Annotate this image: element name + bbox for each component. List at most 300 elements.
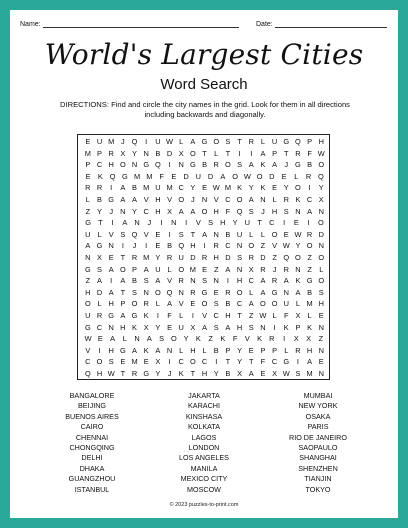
grid-letter[interactable]: H	[236, 276, 243, 286]
grid-letter[interactable]: R	[201, 253, 208, 262]
grid-letter[interactable]: E	[248, 345, 254, 355]
grid-letter[interactable]: D	[190, 253, 196, 262]
grid-letter[interactable]: A	[122, 218, 128, 228]
grid-letter[interactable]: U	[178, 253, 184, 262]
grid-letter[interactable]: O	[271, 299, 278, 309]
grid-letter[interactable]: R	[283, 195, 289, 204]
grid-letter[interactable]: H	[306, 345, 313, 355]
grid-letter[interactable]: Z	[208, 334, 213, 344]
grid-letter[interactable]: I	[250, 148, 253, 158]
grid-letter[interactable]: K	[195, 334, 201, 344]
grid-letter[interactable]: R	[260, 264, 266, 274]
grid-letter[interactable]: M	[306, 299, 313, 309]
grid-letter[interactable]: K	[295, 195, 301, 204]
grid-letter[interactable]: F	[260, 357, 266, 367]
grid-letter[interactable]: E	[143, 357, 149, 367]
grid-letter[interactable]: P	[132, 264, 137, 274]
grid-letter[interactable]: U	[155, 183, 161, 193]
grid-letter[interactable]: S	[225, 137, 231, 146]
grid-letter[interactable]: L	[122, 334, 127, 344]
grid-letter[interactable]: N	[260, 322, 266, 332]
grid-letter[interactable]: A	[132, 345, 137, 355]
grid-letter[interactable]: D	[260, 253, 266, 262]
grid-letter[interactable]: P	[120, 299, 126, 309]
grid-letter[interactable]: A	[202, 322, 208, 332]
grid-letter[interactable]: I	[308, 183, 311, 193]
grid-letter[interactable]: A	[155, 276, 161, 286]
grid-letter[interactable]: G	[143, 160, 150, 170]
grid-letter[interactable]: L	[260, 137, 265, 146]
grid-letter[interactable]: J	[167, 369, 172, 378]
grid-letter[interactable]: O	[317, 218, 324, 228]
grid-letter[interactable]: F	[284, 311, 289, 320]
grid-letter[interactable]: L	[272, 311, 277, 320]
grid-letter[interactable]: O	[236, 195, 243, 204]
grid-letter[interactable]: N	[134, 334, 140, 344]
grid-letter[interactable]: S	[213, 299, 219, 309]
grid-letter[interactable]: J	[147, 218, 152, 228]
grid-letter[interactable]: I	[238, 148, 241, 158]
grid-letter[interactable]: L	[319, 264, 324, 274]
grid-letter[interactable]: E	[202, 264, 208, 274]
grid-letter[interactable]: H	[213, 206, 219, 216]
grid-letter[interactable]: Z	[272, 253, 277, 262]
grid-letter[interactable]: F	[307, 148, 312, 158]
grid-letter[interactable]: A	[307, 206, 313, 216]
grid-letter[interactable]: G	[84, 322, 91, 332]
grid-letter[interactable]: C	[225, 195, 231, 204]
grid-letter[interactable]: I	[110, 276, 113, 286]
grid-letter[interactable]: Y	[155, 253, 161, 262]
grid-letter[interactable]: K	[307, 322, 313, 332]
grid-letter[interactable]: W	[294, 229, 302, 239]
grid-letter[interactable]: C	[271, 357, 278, 367]
grid-letter[interactable]: A	[120, 276, 126, 286]
grid-letter[interactable]: T	[237, 137, 242, 146]
grid-letter[interactable]: A	[248, 160, 254, 170]
grid-letter[interactable]: I	[273, 322, 276, 332]
grid-letter[interactable]: R	[295, 345, 301, 355]
grid-letter[interactable]: L	[260, 229, 265, 239]
grid-letter[interactable]: Y	[248, 183, 254, 193]
grid-letter[interactable]: C	[248, 276, 254, 286]
grid-letter[interactable]: T	[120, 369, 126, 378]
grid-letter[interactable]: N	[134, 218, 140, 228]
grid-letter[interactable]: W	[259, 311, 267, 320]
grid-letter[interactable]: H	[85, 287, 91, 297]
grid-letter[interactable]: S	[132, 287, 137, 297]
grid-letter[interactable]: N	[190, 276, 196, 286]
grid-letter[interactable]: O	[201, 206, 208, 216]
grid-letter[interactable]: S	[295, 369, 301, 378]
grid-letter[interactable]: I	[203, 241, 206, 251]
grid-letter[interactable]: V	[178, 299, 184, 309]
grid-letter[interactable]: O	[201, 299, 208, 309]
grid-letter[interactable]: R	[271, 276, 278, 286]
grid-letter[interactable]: O	[213, 137, 220, 146]
grid-letter[interactable]: K	[132, 322, 137, 332]
grid-letter[interactable]: O	[306, 241, 313, 251]
grid-letter[interactable]: H	[271, 206, 278, 216]
grid-letter[interactable]: R	[213, 160, 219, 170]
grid-letter[interactable]: A	[108, 264, 114, 274]
grid-letter[interactable]: A	[307, 357, 313, 367]
grid-letter[interactable]: X	[318, 195, 324, 204]
grid-letter[interactable]: S	[108, 357, 114, 367]
grid-letter[interactable]: P	[307, 137, 313, 146]
grid-letter[interactable]: Y	[155, 322, 161, 332]
grid-letter[interactable]: R	[108, 148, 114, 158]
grid-letter[interactable]: H	[201, 369, 208, 378]
grid-letter[interactable]: H	[318, 137, 324, 146]
grid-letter[interactable]: M	[306, 369, 313, 378]
grid-letter[interactable]: D	[318, 229, 324, 239]
grid-letter[interactable]: U	[96, 137, 103, 146]
grid-letter[interactable]: L	[179, 311, 184, 320]
grid-letter[interactable]: O	[131, 299, 138, 309]
grid-letter[interactable]: L	[97, 299, 102, 309]
grid-letter[interactable]: L	[179, 345, 184, 355]
grid-letter[interactable]: Q	[131, 229, 138, 239]
grid-letter[interactable]: W	[84, 334, 92, 344]
grid-letter[interactable]: X	[272, 369, 278, 378]
grid-letter[interactable]: A	[260, 276, 266, 286]
grid-letter[interactable]: T	[120, 287, 126, 297]
grid-letter[interactable]: K	[295, 276, 301, 286]
grid-letter[interactable]: O	[260, 299, 266, 309]
grid-letter[interactable]: N	[318, 345, 324, 355]
grid-letter[interactable]: A	[120, 195, 126, 204]
grid-letter[interactable]: U	[178, 322, 184, 332]
grid-letter[interactable]: L	[214, 148, 219, 158]
grid-letter[interactable]: K	[220, 334, 226, 344]
grid-letter[interactable]: R	[248, 253, 254, 262]
grid-letter[interactable]: V	[202, 311, 208, 320]
grid-letter[interactable]: R	[305, 171, 312, 181]
grid-letter[interactable]: E	[97, 334, 103, 344]
grid-letter[interactable]: I	[307, 218, 310, 228]
grid-letter[interactable]: R	[269, 334, 275, 344]
grid-letter[interactable]: T	[190, 229, 196, 239]
grid-letter[interactable]: V	[85, 345, 91, 355]
grid-letter[interactable]: Y	[295, 241, 301, 251]
grid-letter[interactable]: M	[131, 357, 138, 367]
grid-letter[interactable]: R	[85, 183, 91, 193]
grid-letter[interactable]: Y	[318, 183, 324, 193]
grid-letter[interactable]: Q	[236, 206, 243, 216]
grid-letter[interactable]: I	[98, 345, 101, 355]
grid-letter[interactable]: G	[283, 137, 290, 146]
name-line[interactable]	[43, 19, 239, 28]
grid-letter[interactable]: N	[85, 253, 91, 262]
grid-letter[interactable]: K	[97, 171, 103, 181]
grid-letter[interactable]: M	[224, 183, 231, 193]
grid-letter[interactable]: C	[213, 311, 219, 320]
grid-letter[interactable]: A	[295, 287, 301, 297]
grid-letter[interactable]: M	[84, 148, 91, 158]
grid-letter[interactable]: A	[225, 264, 231, 274]
grid-letter[interactable]: R	[96, 183, 103, 193]
grid-letter[interactable]: V	[167, 276, 172, 286]
grid-letter[interactable]: N	[108, 322, 114, 332]
grid-letter[interactable]: T	[202, 148, 207, 158]
grid-letter[interactable]: C	[225, 241, 231, 251]
grid-letter[interactable]: G	[190, 160, 196, 170]
grid-letter[interactable]: I	[168, 160, 171, 170]
grid-letter[interactable]: R	[131, 369, 138, 378]
grid-letter[interactable]: X	[143, 322, 149, 332]
grid-letter[interactable]: A	[120, 311, 126, 320]
grid-letter[interactable]: G	[283, 357, 290, 367]
grid-letter[interactable]: R	[166, 253, 173, 262]
grid-letter[interactable]: A	[190, 206, 196, 216]
grid-letter[interactable]: E	[272, 183, 278, 193]
grid-letter[interactable]: T	[190, 369, 196, 378]
grid-letter[interactable]: O	[190, 148, 196, 158]
grid-letter[interactable]: O	[119, 160, 126, 170]
grid-letter[interactable]: V	[272, 241, 278, 251]
grid-letter[interactable]: P	[295, 322, 301, 332]
grid-letter[interactable]: G	[108, 195, 115, 204]
grid-letter[interactable]: K	[178, 369, 184, 378]
grid-letter[interactable]: G	[201, 287, 208, 297]
grid-letter[interactable]: M	[166, 183, 173, 193]
grid-letter[interactable]: B	[132, 276, 137, 286]
grid-letter[interactable]: L	[167, 264, 172, 274]
grid-letter[interactable]: I	[145, 241, 148, 251]
grid-letter[interactable]: E	[293, 218, 299, 228]
grid-letter[interactable]: S	[143, 276, 149, 286]
grid-letter[interactable]: S	[213, 322, 219, 332]
grid-letter[interactable]: A	[97, 276, 102, 286]
grid-letter[interactable]: C	[178, 357, 184, 367]
grid-letter[interactable]: N	[201, 195, 208, 204]
grid-letter[interactable]: T	[225, 357, 231, 367]
grid-letter[interactable]: N	[283, 287, 289, 297]
grid-letter[interactable]: H	[155, 206, 161, 216]
grid-letter[interactable]: I	[191, 311, 194, 320]
grid-letter[interactable]: B	[225, 229, 231, 239]
grid-letter[interactable]: U	[85, 229, 91, 239]
grid-letter[interactable]: A	[260, 148, 266, 158]
grid-letter[interactable]: D	[96, 287, 103, 297]
grid-letter[interactable]: T	[98, 218, 103, 228]
grid-letter[interactable]: V	[108, 229, 114, 239]
grid-letter[interactable]: C	[306, 195, 313, 204]
grid-letter[interactable]: G	[201, 137, 208, 146]
grid-letter[interactable]: Q	[295, 137, 301, 146]
grid-letter[interactable]: N	[108, 241, 114, 251]
grid-letter[interactable]: I	[160, 218, 163, 228]
grid-letter[interactable]: N	[295, 264, 301, 274]
grid-letter[interactable]: Y	[213, 369, 219, 378]
grid-letter[interactable]: N	[178, 287, 184, 297]
grid-letter[interactable]: E	[85, 171, 91, 181]
grid-letter[interactable]: O	[295, 183, 301, 193]
grid-letter[interactable]: X	[295, 311, 301, 320]
grid-letter[interactable]: Y	[237, 345, 243, 355]
grid-letter[interactable]: Y	[155, 369, 161, 378]
grid-letter[interactable]: F	[167, 311, 172, 320]
grid-letter[interactable]: A	[120, 183, 126, 193]
grid-letter[interactable]: L	[155, 299, 160, 309]
grid-letter[interactable]: H	[108, 345, 114, 355]
grid-letter[interactable]: N	[318, 206, 324, 216]
grid-letter[interactable]: S	[202, 276, 208, 286]
grid-letter[interactable]: H	[220, 218, 226, 228]
grid-letter[interactable]: Q	[84, 369, 91, 378]
grid-letter[interactable]: G	[143, 369, 150, 378]
grid-letter[interactable]: O	[318, 276, 325, 286]
grid-letter[interactable]: B	[167, 241, 172, 251]
grid-letter[interactable]: D	[207, 171, 214, 181]
grid-letter[interactable]: B	[97, 195, 102, 204]
grid-letter[interactable]: Y	[232, 218, 238, 228]
grid-letter[interactable]: Y	[283, 183, 289, 193]
grid-letter[interactable]: A	[155, 345, 161, 355]
grid-letter[interactable]: Z	[318, 334, 324, 344]
grid-letter[interactable]: C	[236, 299, 243, 309]
grid-letter[interactable]: W	[212, 183, 220, 193]
grid-letter[interactable]: E	[318, 311, 324, 320]
grid-letter[interactable]: U	[244, 218, 251, 228]
grid-letter[interactable]: Y	[183, 334, 189, 344]
grid-letter[interactable]: D	[183, 171, 189, 181]
grid-letter[interactable]: R	[283, 264, 289, 274]
grid-letter[interactable]: O	[248, 241, 255, 251]
grid-letter[interactable]: J	[109, 206, 114, 216]
grid-letter[interactable]: A	[143, 264, 149, 274]
grid-letter[interactable]: H	[108, 160, 114, 170]
grid-letter[interactable]: X	[237, 369, 243, 378]
grid-letter[interactable]: L	[202, 345, 207, 355]
grid-letter[interactable]: X	[167, 206, 172, 216]
grid-letter[interactable]: Y	[190, 183, 196, 193]
grid-letter[interactable]: G	[108, 311, 115, 320]
grid-letter[interactable]: N	[213, 276, 219, 286]
grid-letter[interactable]: N	[236, 264, 243, 274]
grid-letter[interactable]: U	[155, 264, 161, 274]
grid-letter[interactable]: C	[178, 183, 184, 193]
grid-letter[interactable]: Y	[237, 357, 243, 367]
grid-letter[interactable]: S	[248, 206, 254, 216]
grid-letter[interactable]: C	[96, 322, 103, 332]
grid-letter[interactable]: A	[110, 334, 116, 344]
grid-letter[interactable]: O	[178, 264, 185, 274]
grid-letter[interactable]: X	[248, 264, 254, 274]
grid-letter[interactable]: V	[143, 195, 149, 204]
grid-letter[interactable]: N	[318, 241, 324, 251]
grid-letter[interactable]: K	[283, 322, 289, 332]
grid-letter[interactable]: W	[282, 369, 290, 378]
grid-letter[interactable]: E	[120, 357, 126, 367]
grid-letter[interactable]: O	[170, 334, 177, 344]
grid-letter[interactable]: P	[272, 148, 278, 158]
grid-letter[interactable]: U	[85, 311, 91, 320]
grid-letter[interactable]: W	[282, 241, 290, 251]
grid-letter[interactable]: D	[269, 171, 275, 181]
grid-letter[interactable]: V	[195, 218, 201, 228]
grid-letter[interactable]: J	[191, 195, 195, 204]
grid-letter[interactable]: B	[202, 160, 208, 170]
grid-letter[interactable]: A	[260, 287, 266, 297]
grid-letter[interactable]: N	[166, 345, 173, 355]
grid-letter[interactable]: F	[232, 334, 238, 344]
grid-letter[interactable]: G	[271, 287, 278, 297]
grid-letter[interactable]: L	[272, 195, 277, 204]
grid-letter[interactable]: W	[317, 148, 325, 158]
grid-letter[interactable]: N	[260, 195, 266, 204]
grid-letter[interactable]: I	[185, 218, 188, 228]
grid-letter[interactable]: M	[146, 171, 153, 181]
grid-letter[interactable]: E	[318, 357, 324, 367]
grid-letter[interactable]: X	[178, 148, 184, 158]
grid-letter[interactable]: B	[155, 148, 161, 158]
grid-letter[interactable]: N	[143, 287, 149, 297]
grid-letter[interactable]: J	[272, 264, 277, 274]
grid-letter[interactable]: W	[107, 369, 115, 378]
grid-letter[interactable]: I	[156, 311, 159, 320]
grid-letter[interactable]: X	[306, 334, 312, 344]
grid-letter[interactable]: B	[225, 369, 231, 378]
grid-letter[interactable]: Q	[154, 160, 161, 170]
grid-letter[interactable]: D	[166, 148, 173, 158]
grid-letter[interactable]: N	[318, 369, 324, 378]
grid-letter[interactable]: H	[190, 345, 196, 355]
grid-letter[interactable]: V	[167, 195, 172, 204]
grid-letter[interactable]: O	[256, 171, 263, 181]
grid-letter[interactable]: W	[166, 137, 174, 146]
grid-letter[interactable]: I	[110, 183, 113, 193]
grid-letter[interactable]: F	[225, 206, 231, 216]
grid-letter[interactable]: G	[131, 311, 138, 320]
grid-letter[interactable]: U	[271, 137, 278, 146]
grid-letter[interactable]: N	[318, 322, 324, 332]
grid-letter[interactable]: K	[237, 183, 243, 193]
grid-letter[interactable]: S	[97, 264, 102, 274]
grid-letter[interactable]: K	[260, 160, 266, 170]
grid-letter[interactable]: T	[284, 148, 289, 158]
grid-letter[interactable]: N	[236, 241, 243, 251]
grid-letter[interactable]: N	[143, 148, 149, 158]
grid-letter[interactable]: S	[237, 253, 243, 262]
grid-letter[interactable]: X	[120, 148, 126, 158]
grid-letter[interactable]: D	[225, 253, 231, 262]
grid-letter[interactable]: A	[220, 171, 226, 181]
grid-letter[interactable]: L	[284, 345, 289, 355]
grid-letter[interactable]: L	[85, 195, 90, 204]
grid-letter[interactable]: Z	[307, 264, 312, 274]
grid-letter[interactable]: L	[307, 311, 312, 320]
grid-letter[interactable]: I	[296, 357, 299, 367]
grid-letter[interactable]: G	[96, 241, 103, 251]
grid-letter[interactable]: Z	[85, 206, 91, 216]
grid-letter[interactable]: E	[281, 171, 287, 181]
grid-letter[interactable]: B	[307, 287, 313, 297]
grid-letter[interactable]: Y	[132, 148, 137, 158]
grid-letter[interactable]: L	[179, 137, 184, 146]
grid-letter[interactable]: I	[215, 357, 218, 367]
grid-letter[interactable]: C	[269, 218, 275, 228]
grid-letter[interactable]: F	[159, 171, 164, 181]
grid-letter[interactable]: E	[202, 183, 208, 193]
grid-letter[interactable]: R	[96, 311, 103, 320]
grid-letter[interactable]: U	[283, 299, 289, 309]
grid-letter[interactable]: G	[121, 171, 128, 181]
grid-letter[interactable]: A	[132, 195, 137, 204]
grid-letter[interactable]: A	[202, 229, 208, 239]
grid-letter[interactable]: R	[143, 299, 149, 309]
